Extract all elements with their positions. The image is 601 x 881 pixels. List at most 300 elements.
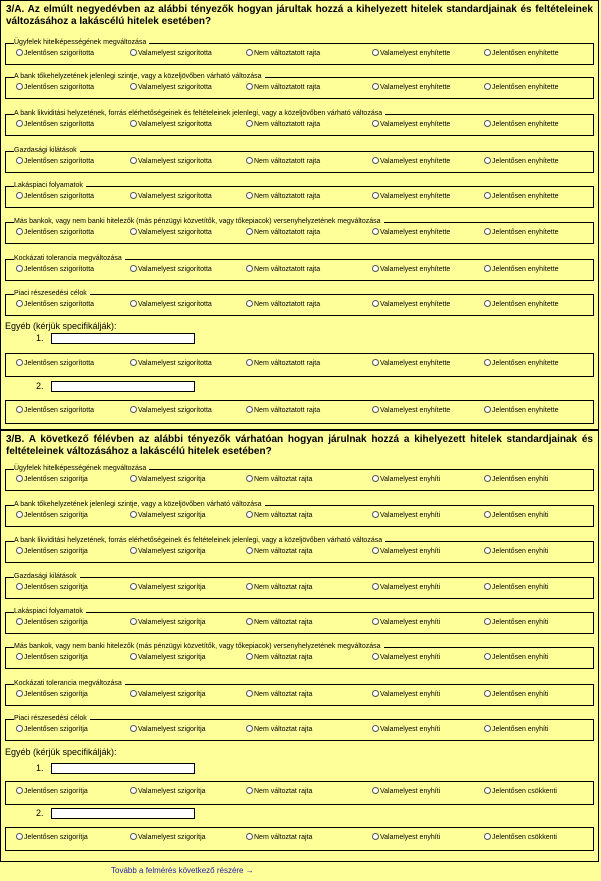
radio-option[interactable] (246, 474, 312, 485)
radio-option-label: Valamelyest szigorította (138, 360, 212, 367)
radio-option[interactable] (484, 546, 548, 557)
radio-button[interactable] (130, 833, 137, 840)
radio-button[interactable] (16, 547, 23, 554)
radio-option[interactable] (16, 652, 88, 663)
radio-option-label: Valamelyest szigorítja (138, 691, 206, 698)
radio-option[interactable] (130, 474, 206, 485)
radio-option[interactable] (246, 510, 312, 521)
radio-option-label: Nem változtat rajta (254, 691, 313, 698)
radio-option-label: Jelentősen szigorítja (24, 512, 88, 519)
radio-button[interactable] (16, 228, 23, 235)
radio-button[interactable] (130, 406, 137, 413)
radio-button[interactable] (246, 406, 253, 413)
radio-option[interactable] (484, 119, 559, 130)
radio-option-label: Valamelyest enyhíti (380, 654, 441, 661)
radio-option[interactable] (16, 689, 88, 700)
option-row (6, 119, 593, 131)
option-row (6, 405, 593, 417)
radio-option-label: Jelentősen enyhítette (492, 193, 559, 200)
radio-option[interactable] (246, 832, 312, 843)
factor-label: Lakáspiaci folyamatok (14, 181, 86, 190)
radio-option[interactable] (484, 264, 559, 275)
radio-option-label: Valamelyest szigorítja (138, 788, 206, 795)
radio-option-label: Nem változtat rajta (254, 476, 313, 483)
factor-group (5, 39, 594, 65)
radio-option-label: Jelentősen enyhíti (492, 619, 549, 626)
radio-button[interactable] (130, 300, 137, 307)
radio-button[interactable] (246, 725, 253, 732)
radio-option[interactable] (372, 405, 450, 416)
radio-option-label: Valamelyest szigorítja (138, 476, 206, 483)
radio-option[interactable] (372, 156, 450, 167)
radio-option[interactable] (130, 119, 212, 130)
radio-button[interactable] (16, 787, 23, 794)
radio-button[interactable] (130, 725, 137, 732)
radio-option[interactable] (372, 358, 450, 369)
radio-button[interactable] (16, 359, 23, 366)
radio-button[interactable] (372, 618, 379, 625)
radio-button[interactable] (16, 406, 23, 413)
radio-button[interactable] (130, 157, 137, 164)
radio-option[interactable] (130, 299, 212, 310)
radio-option[interactable] (16, 264, 94, 275)
factor-group (5, 182, 594, 208)
radio-option-label: Valamelyest enyhíti (380, 834, 441, 841)
option-row (6, 510, 593, 522)
radio-option-label: Nem változtatott rajta (254, 50, 321, 57)
radio-option-label: Nem változtatott rajta (254, 158, 321, 165)
radio-button[interactable] (16, 653, 23, 660)
factor-label: A bank likviditási helyzetének, forrás elérhetőségeinek és feltételeinek jelenlegi, vagy a közeljövőben várható változása (14, 536, 385, 545)
radio-button[interactable] (484, 618, 491, 625)
radio-option-label: Jelentősen szigorítja (24, 788, 88, 795)
radio-option[interactable] (130, 510, 206, 521)
radio-button[interactable] (16, 725, 23, 732)
radio-option[interactable] (372, 264, 450, 275)
radio-button[interactable] (246, 833, 253, 840)
radio-option-label: Nem változtatott rajta (254, 301, 321, 308)
radio-option-label: Jelentősen enyhíti (492, 654, 549, 661)
radio-option-label: Jelentősen csökkenti (492, 834, 557, 841)
radio-option[interactable] (130, 358, 212, 369)
radio-option-label: Jelentősen szigorította (24, 266, 95, 273)
radio-option-label: Valamelyest szigorította (138, 266, 212, 273)
radio-option[interactable] (484, 832, 557, 843)
factor-group (5, 715, 594, 741)
radio-option-label: Jelentősen enyhíti (492, 726, 549, 733)
radio-option[interactable] (372, 832, 440, 843)
radio-button[interactable] (484, 787, 491, 794)
radio-option-label: Jelentősen szigorítja (24, 726, 88, 733)
radio-button[interactable] (372, 83, 379, 90)
radio-option[interactable] (16, 724, 88, 735)
radio-button[interactable] (16, 157, 23, 164)
radio-button[interactable] (484, 265, 491, 272)
radio-button[interactable] (130, 787, 137, 794)
radio-option[interactable] (372, 652, 440, 663)
radio-button[interactable] (484, 475, 491, 482)
radio-button[interactable] (246, 653, 253, 660)
radio-option[interactable] (246, 617, 312, 628)
radio-option[interactable] (246, 299, 320, 310)
option-row (6, 156, 593, 168)
option-row (6, 191, 593, 203)
radio-button[interactable] (372, 192, 379, 199)
radio-option[interactable] (484, 474, 548, 485)
factor-label: A bank likviditási helyzetének, forrás elérhetőségeinek és feltételeinek jelenlegi, vagy a közeljövőben várható változása (14, 109, 385, 118)
section-3a (0, 0, 599, 430)
radio-option[interactable] (246, 227, 320, 238)
radio-button[interactable] (372, 228, 379, 235)
radio-option-label: Valamelyest enyhítette (380, 301, 451, 308)
radio-option[interactable] (130, 82, 212, 93)
radio-option[interactable] (16, 358, 94, 369)
radio-button[interactable] (372, 475, 379, 482)
radio-option-label: Valamelyest enyhítette (380, 229, 451, 236)
radio-button[interactable] (372, 300, 379, 307)
radio-option[interactable] (16, 405, 94, 416)
radio-option[interactable] (130, 227, 212, 238)
radio-option-label: Jelentősen enyhíti (492, 476, 549, 483)
radio-button[interactable] (372, 547, 379, 554)
radio-option[interactable] (484, 689, 548, 700)
radio-option[interactable] (130, 786, 206, 797)
radio-button[interactable] (246, 228, 253, 235)
radio-option[interactable] (16, 82, 94, 93)
radio-option[interactable] (16, 617, 88, 628)
radio-option-label: Nem változtat rajta (254, 834, 313, 841)
radio-option[interactable] (246, 82, 320, 93)
radio-button[interactable] (130, 690, 137, 697)
factor-label: Kockázati tolerancia megváltozása (14, 679, 125, 688)
option-row (6, 582, 593, 594)
radio-button[interactable] (246, 120, 253, 127)
radio-option-label: Valamelyest szigorítja (138, 584, 206, 591)
radio-button[interactable] (484, 192, 491, 199)
radio-option-label: Nem változtatott rajta (254, 193, 321, 200)
section-3b (0, 430, 599, 862)
radio-option-label: Valamelyest szigorítja (138, 619, 206, 626)
radio-option[interactable] (246, 546, 312, 557)
radio-button[interactable] (16, 475, 23, 482)
radio-option[interactable] (246, 652, 312, 663)
radio-button[interactable] (246, 547, 253, 554)
radio-button[interactable] (130, 228, 137, 235)
radio-option-label: Jelentősen szigorította (24, 229, 95, 236)
radio-option[interactable] (372, 689, 440, 700)
radio-option[interactable] (372, 474, 440, 485)
radio-option[interactable] (372, 786, 440, 797)
radio-button[interactable] (246, 618, 253, 625)
radio-option-label: Jelentősen enyhítette (492, 158, 559, 165)
radio-option[interactable] (16, 786, 88, 797)
radio-option-label: Jelentősen enyhíti (492, 584, 549, 591)
radio-button[interactable] (246, 359, 253, 366)
radio-button[interactable] (130, 653, 137, 660)
radio-option-label: Valamelyest enyhíti (380, 548, 441, 555)
radio-option[interactable] (372, 724, 440, 735)
radio-button[interactable] (130, 192, 137, 199)
radio-button[interactable] (484, 406, 491, 413)
radio-button[interactable] (484, 653, 491, 660)
other-specify-input[interactable] (51, 333, 195, 344)
radio-option[interactable] (372, 227, 450, 238)
radio-button[interactable] (372, 511, 379, 518)
factor-group (5, 573, 594, 599)
radio-option-label: Nem változtatott rajta (254, 266, 321, 273)
radio-option-label: Nem változtat rajta (254, 654, 313, 661)
radio-option[interactable] (130, 405, 212, 416)
radio-option[interactable] (130, 617, 206, 628)
radio-button[interactable] (372, 690, 379, 697)
other-factor-group (5, 827, 594, 851)
radio-option[interactable] (130, 264, 212, 275)
other-label: Egyéb (kérjük specifikálják): (5, 747, 117, 757)
radio-button[interactable] (372, 120, 379, 127)
radio-button[interactable] (16, 300, 23, 307)
radio-button[interactable] (484, 690, 491, 697)
radio-button[interactable] (130, 618, 137, 625)
radio-option[interactable] (372, 48, 450, 59)
radio-option[interactable] (484, 227, 559, 238)
radio-option[interactable] (246, 48, 320, 59)
factor-group (5, 501, 594, 527)
radio-option[interactable] (130, 689, 206, 700)
factor-label: Gazdasági kilátások (14, 146, 80, 155)
radio-option[interactable] (372, 582, 440, 593)
option-row (6, 786, 593, 798)
radio-option[interactable] (246, 405, 320, 416)
option-row (6, 652, 593, 664)
radio-button[interactable] (246, 192, 253, 199)
radio-option[interactable] (372, 546, 440, 557)
radio-button[interactable] (372, 157, 379, 164)
radio-option[interactable] (246, 582, 312, 593)
next-section-link[interactable]: Tovább a felmérés következő részére → (111, 866, 254, 875)
factor-group (5, 465, 594, 491)
radio-option[interactable] (246, 724, 312, 735)
radio-option-label: Jelentősen szigorítja (24, 654, 88, 661)
radio-button[interactable] (372, 359, 379, 366)
radio-option[interactable] (16, 832, 88, 843)
radio-button[interactable] (16, 833, 23, 840)
radio-option[interactable] (130, 832, 206, 843)
option-row (6, 82, 593, 94)
radio-button[interactable] (246, 690, 253, 697)
radio-option[interactable] (484, 405, 559, 416)
radio-button[interactable] (130, 475, 137, 482)
radio-button[interactable] (130, 359, 137, 366)
radio-option-label: Jelentősen enyhítette (492, 266, 559, 273)
radio-button[interactable] (246, 475, 253, 482)
radio-option[interactable] (130, 191, 212, 202)
radio-option-label: Jelentősen enyhítette (492, 50, 559, 57)
radio-option-label: Nem változtat rajta (254, 726, 313, 733)
radio-button[interactable] (16, 265, 23, 272)
other-label: Egyéb (kérjük specifikálják): (5, 321, 117, 331)
radio-button[interactable] (484, 83, 491, 90)
radio-button[interactable] (372, 653, 379, 660)
radio-button[interactable] (130, 547, 137, 554)
radio-button[interactable] (130, 49, 137, 56)
radio-button[interactable] (246, 265, 253, 272)
radio-option-label: Valamelyest szigorította (138, 121, 212, 128)
radio-button[interactable] (372, 725, 379, 732)
radio-option[interactable] (130, 582, 206, 593)
radio-option[interactable] (16, 546, 88, 557)
radio-option-label: Nem változtat rajta (254, 512, 313, 519)
factor-group (5, 537, 594, 563)
option-row (6, 264, 593, 276)
radio-button[interactable] (16, 511, 23, 518)
radio-option-label: Valamelyest szigorítja (138, 726, 206, 733)
radio-button[interactable] (372, 787, 379, 794)
radio-button[interactable] (372, 406, 379, 413)
radio-option[interactable] (16, 227, 94, 238)
radio-button[interactable] (16, 690, 23, 697)
radio-button[interactable] (484, 228, 491, 235)
radio-option[interactable] (246, 191, 320, 202)
radio-button[interactable] (484, 547, 491, 554)
radio-button[interactable] (484, 157, 491, 164)
radio-option[interactable] (246, 689, 312, 700)
other-specify-input[interactable] (51, 808, 195, 819)
radio-option[interactable] (130, 652, 206, 663)
radio-option[interactable] (130, 156, 212, 167)
radio-button[interactable] (16, 618, 23, 625)
radio-button[interactable] (372, 49, 379, 56)
radio-button[interactable] (484, 120, 491, 127)
radio-option[interactable] (484, 82, 559, 93)
radio-option[interactable] (16, 156, 94, 167)
radio-option[interactable] (372, 191, 450, 202)
radio-button[interactable] (16, 83, 23, 90)
radio-option[interactable] (484, 191, 559, 202)
radio-option[interactable] (16, 299, 94, 310)
radio-button[interactable] (484, 583, 491, 590)
radio-button[interactable] (372, 265, 379, 272)
radio-option[interactable] (484, 299, 559, 310)
radio-button[interactable] (16, 49, 23, 56)
radio-option[interactable] (484, 617, 548, 628)
radio-button[interactable] (16, 192, 23, 199)
radio-button[interactable] (130, 265, 137, 272)
radio-option-label: Jelentősen szigorította (24, 121, 95, 128)
radio-button[interactable] (484, 833, 491, 840)
option-row (6, 546, 593, 558)
radio-option[interactable] (246, 786, 312, 797)
radio-button[interactable] (16, 583, 23, 590)
option-row (6, 689, 593, 701)
radio-option[interactable] (16, 191, 94, 202)
radio-option-label: Valamelyest enyhíti (380, 691, 441, 698)
radio-button[interactable] (130, 120, 137, 127)
radio-button[interactable] (484, 49, 491, 56)
radio-option-label: Valamelyest enyhítette (380, 407, 451, 414)
radio-option[interactable] (484, 156, 559, 167)
radio-button[interactable] (130, 583, 137, 590)
radio-button[interactable] (246, 300, 253, 307)
radio-option[interactable] (246, 119, 320, 130)
factor-group (5, 643, 594, 669)
radio-option-label: Valamelyest enyhíti (380, 476, 441, 483)
radio-option[interactable] (484, 724, 548, 735)
radio-option[interactable] (484, 652, 548, 663)
radio-option-label: Jelentősen szigorítja (24, 476, 88, 483)
radio-option[interactable] (484, 48, 559, 59)
radio-option-label: Valamelyest enyhíti (380, 788, 441, 795)
radio-option[interactable] (484, 358, 559, 369)
other-specify-input[interactable] (51, 381, 195, 392)
radio-button[interactable] (372, 833, 379, 840)
radio-button[interactable] (372, 583, 379, 590)
radio-option-label: Jelentősen szigorította (24, 301, 95, 308)
radio-button[interactable] (484, 511, 491, 518)
radio-option[interactable] (16, 510, 88, 521)
radio-button[interactable] (130, 511, 137, 518)
factor-label: Más bankok, vagy nem banki hitelezők (más pénzügyi közvetítők, vagy tőkepiacok) versenyhelyzetének megváltozása (14, 642, 384, 651)
radio-option[interactable] (16, 582, 88, 593)
radio-option-label: Nem változtat rajta (254, 788, 313, 795)
radio-option-label: Jelentősen enyhítette (492, 84, 559, 91)
radio-button[interactable] (484, 300, 491, 307)
radio-option[interactable] (484, 510, 548, 521)
radio-button[interactable] (246, 157, 253, 164)
section-3b-title: 3/B. A következő félévben az alábbi tényezők várhatóan hogyan járulnak hozzá a kihelyezett hitelek standardjainak és feltételeinek változásához a lakáscélú hitelek esetében? (6, 434, 593, 457)
radio-button[interactable] (246, 511, 253, 518)
radio-option[interactable] (246, 264, 320, 275)
radio-option-label: Valamelyest enyhíti (380, 726, 441, 733)
radio-option[interactable] (372, 299, 450, 310)
radio-option[interactable] (16, 119, 94, 130)
radio-button[interactable] (246, 583, 253, 590)
radio-option[interactable] (484, 786, 557, 797)
radio-option[interactable] (372, 119, 450, 130)
radio-button[interactable] (484, 359, 491, 366)
radio-option-label: Jelentősen enyhítette (492, 407, 559, 414)
radio-button[interactable] (484, 725, 491, 732)
radio-option[interactable] (130, 546, 206, 557)
radio-option-label: Jelentősen szigorítja (24, 691, 88, 698)
radio-button[interactable] (246, 49, 253, 56)
radio-button[interactable] (16, 120, 23, 127)
radio-option[interactable] (130, 724, 206, 735)
radio-option[interactable] (484, 582, 548, 593)
radio-option-label: Valamelyest enyhítette (380, 193, 451, 200)
radio-option-label: Valamelyest enyhíti (380, 512, 441, 519)
other-factor-group (5, 400, 594, 424)
radio-option[interactable] (16, 474, 88, 485)
radio-option[interactable] (372, 617, 440, 628)
radio-button[interactable] (246, 787, 253, 794)
radio-option-label: Valamelyest szigorítja (138, 512, 206, 519)
radio-button[interactable] (130, 83, 137, 90)
radio-option[interactable] (246, 156, 320, 167)
radio-option[interactable] (372, 510, 440, 521)
option-row (6, 299, 593, 311)
radio-button[interactable] (246, 83, 253, 90)
factor-label: A bank tőkehelyzetének jelenlegi szintje, vagy a közeljövőben várható változása (14, 72, 265, 81)
other-specify-input[interactable] (51, 763, 195, 774)
radio-option-label: Jelentősen szigorítja (24, 584, 88, 591)
radio-option-label: Jelentősen enyhítette (492, 229, 559, 236)
radio-option[interactable] (372, 82, 450, 93)
radio-option[interactable] (130, 48, 212, 59)
radio-option[interactable] (16, 48, 94, 59)
factor-label: Piaci részesedési célok (14, 714, 90, 723)
radio-option[interactable] (246, 358, 320, 369)
radio-option-label: Nem változtatott rajta (254, 360, 321, 367)
